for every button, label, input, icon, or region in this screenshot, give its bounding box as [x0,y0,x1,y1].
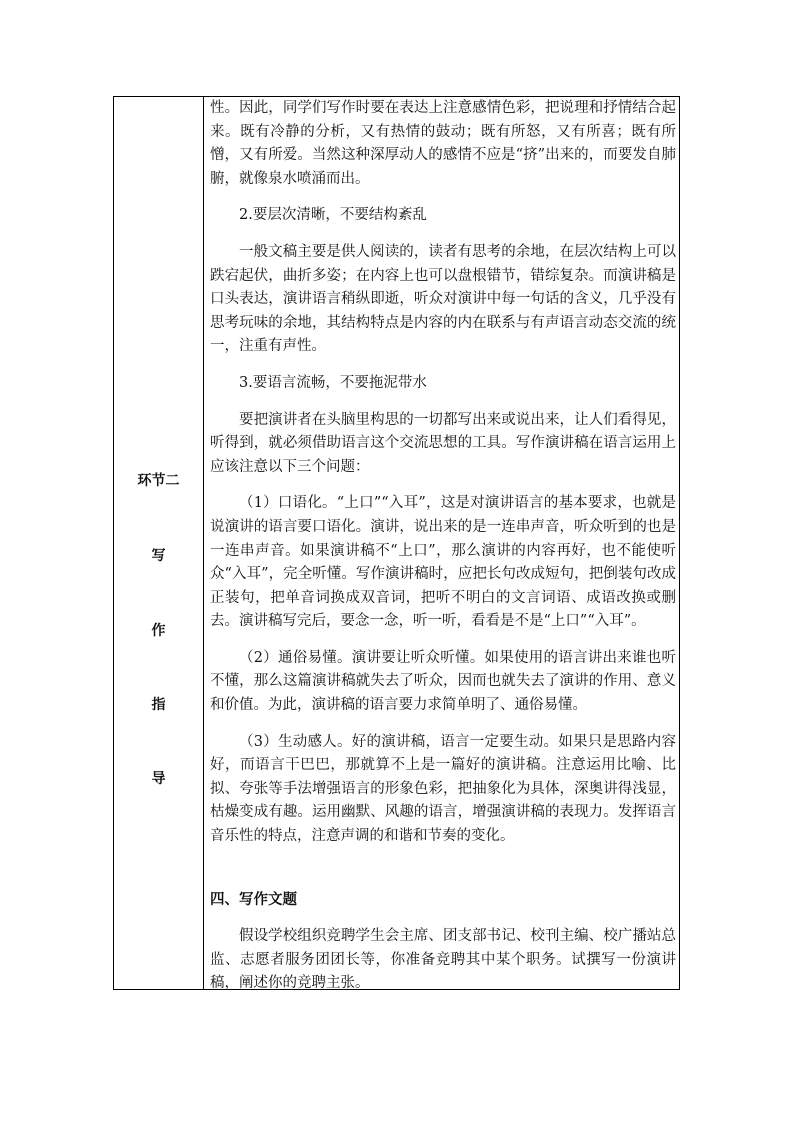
stage-label: 环节二 [137,473,180,489]
left-column [114,97,203,989]
section-title-topic: 四、写作文题 [210,891,297,908]
guidance-table [113,96,680,990]
stage-char-2: 作 [151,623,166,639]
content-column [210,97,676,996]
stage-char-3: 指 [151,697,166,713]
column-divider [203,97,204,989]
item-colloquial: （1）口语化。“上口”“入耳”，这是对演讲语言的基本要求，也就是说演讲的语言要口语化。演讲，说出来的是一连串声音，听众听到的也是一连串声音。如果演讲稿不“上口”，那么演讲的内容再好，也不能使听众“入耳”，完全听懂。写作演讲稿时，应把长句改成短句，把倒装句改成正装句，把单音词换成双音词，把听不明白的文言词语、成语改换或删去。演讲稿写完后，要念一念，听一听，看看是不是“上口”“入耳”。 [210,495,676,630]
paragraph-topic: 假设学校组织竞聘学生会主席、团支部书记、校刊主编、校广播站总监、志愿者服务团团长等，你准备竞聘其中某个职务。试撰写一份演讲稿，阐述你的竞聘主张。 [210,928,676,992]
item-vivid: （3）生动感人。好的演讲稿，语言一定要生动。如果只是思路内容好，而语言干巴巴，那就算不上是一篇好的演讲稿。注意运用比喻、比拟、夸张等手法增强语言的形象色彩，把抽象化为具体，深奥讲得浅显，枯燥变成有趣。运用幽默、风趣的语言，增强演讲稿的表现力。发挥语言音乐性的特点，注意声调的和谐和节奏的变化。 [210,733,676,845]
paragraph-continued: 性。因此，同学们写作时要在表达上注意感情色彩，把说理和抒情结合起来。既有冷静的分析，又有热情的鼓动；既有所怒，又有所喜；既有所憎，又有所爱。当然这种深厚动人的感情不应是“挤”出来的，而要发自肺腑，就像泉水喷涌而出。 [210,100,676,187]
item-plain: （2）通俗易懂。演讲要让听众听懂。如果使用的语言讲出来谁也听不懂，那么这篇演讲稿就失去了听众，因而也就失去了演讲的作用、意义和价值。为此，演讲稿的语言要力求简单明了、通俗易懂。 [210,649,676,714]
stage-char-1: 写 [151,548,166,564]
paragraph-language: 要把演讲者在头脑里构思的一切都写出来或说出来，让人们看得见，听得到，就必须借助语言这个交流思想的工具。写作演讲稿在语言运用上应该注意以下三个问题： [210,411,676,475]
heading-language: 3.要语言流畅，不要拖泥带水 [239,374,427,391]
paragraph-structure: 一般文稿主要是供人阅读的，读者有思考的余地，在层次结构上可以跌宕起伏，曲折多姿；在内容上也可以盘根错节，错综复杂。而演讲稿是口头表达，演讲语言稍纵即逝，听众对演讲中每一句话的含义，几乎没有思考玩味的余地，其结构特点是内容的内在联系与有声语言动态交流的统一，注重有声性。 [210,243,676,355]
stage-char-4: 导 [151,771,166,787]
heading-structure: 2.要层次清晰，不要结构紊乱 [239,207,427,224]
